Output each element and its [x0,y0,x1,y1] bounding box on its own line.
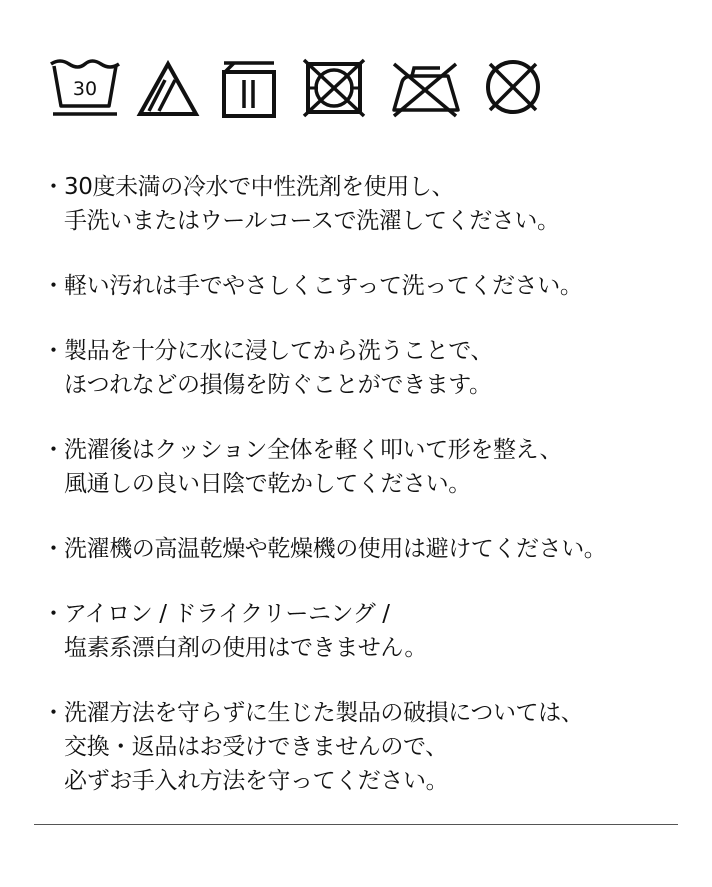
no-tumble-dry-icon [302,58,366,118]
bullet: ・ [42,700,65,726]
bullet: ・ [42,437,65,463]
bullet: ・ [42,338,65,364]
care-note-text [64,334,493,402]
care-note [42,532,606,566]
care-note-line: 30度未満の冷水で中性洗剤を使用し、 [64,174,455,200]
care-note [42,597,606,665]
care-note-line: ほつれなどの損傷を防ぐことができます。 [64,372,492,398]
care-note [42,696,606,798]
care-note [42,269,606,303]
divider [34,824,678,825]
care-note-line: 風通しの良い日陰で乾かしてください。 [64,471,471,497]
no-iron-icon [388,60,462,118]
no-dry-clean-icon [482,56,544,118]
bullet: ・ [42,601,65,627]
care-note-text [64,532,606,566]
bleach-non-chlorine-triangle-icon [136,58,200,118]
bullet: ・ [42,273,65,299]
care-note [42,433,606,501]
line-dry-in-shade-icon [220,60,278,118]
care-note-text [64,269,582,303]
wash-temperature-label: 30 [72,78,98,100]
care-note-line: 洗濯方法を守らずに生じた製品の破損については、 [64,700,584,726]
care-note-line: 軽い汚れは手でやさしくこすって洗ってください。 [64,273,583,299]
care-note-line: アイロン / ドライクリーニング / [64,601,390,627]
care-note-line: 手洗いまたはウールコースで洗濯してください。 [64,208,560,234]
care-note [42,170,606,238]
care-note-line: 交換・返品はお受けできませんので、 [64,734,448,760]
care-note-line: 必ずお手入れ方法を守ってください。 [64,768,449,794]
care-symbols-row [48,56,544,118]
care-note-text [64,597,427,665]
care-note-text [64,696,583,798]
wash-tub-30-icon [48,56,122,118]
care-note-line: 塩素系漂白剤の使用はできません。 [64,635,427,661]
bullet: ・ [42,174,65,200]
care-instructions-list [42,170,606,798]
care-note-line: 製品を十分に水に浸してから洗うことで、 [64,338,493,364]
care-note-text [64,170,560,238]
bullet: ・ [42,536,65,562]
care-note-line: 洗濯機の高温乾燥や乾燥機の使用は避けてください。 [64,536,607,562]
care-note-text [64,433,562,501]
care-note-line: 洗濯後はクッション全体を軽く叩いて形を整え、 [64,437,563,463]
care-note [42,334,606,402]
